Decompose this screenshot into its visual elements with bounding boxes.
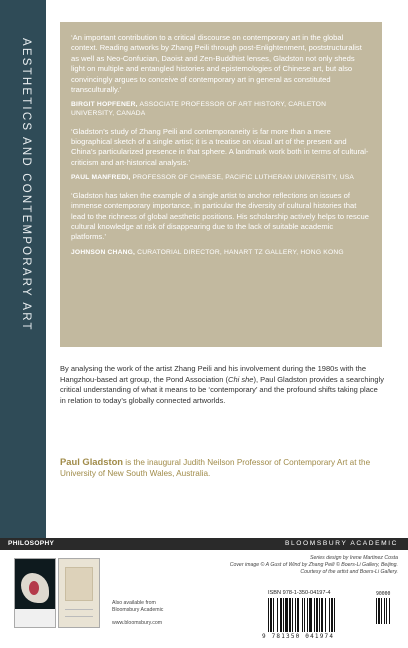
description-italic: Chi she [228, 374, 254, 384]
barcode-digits: 9 781350 041974 [262, 633, 335, 640]
description-part: ), Paul Gladston provides a searchingly critical understanding of what it means to be ‘contemporary’ and the profound shifts taking place in relation to today’s globally connected artworlds. [60, 374, 384, 405]
endorsement-attribution [71, 101, 370, 118]
cover-title-lines [65, 609, 93, 617]
related-book-cover[interactable] [14, 558, 56, 628]
description-part: By analysing the work of the artist Zhang Peili and his involvement during the 1980s with the Hangzhou-based art group, the Pond Association ( [60, 364, 367, 384]
footer-bar [0, 538, 408, 550]
author-bio-text: is the inaugural Judith Neilson Professor of Contemporary Art at the University of New South Wales, Australia. [60, 458, 371, 478]
related-book-cover[interactable] [58, 558, 100, 628]
isbn-number: ISBN 978-1-350-04197-4 [268, 590, 331, 596]
endorser-name: PAUL MANFREDI, [71, 174, 131, 182]
barcode-stripe [390, 598, 391, 624]
series-title: AESTHETICS AND CONTEMPORARY ART [20, 38, 32, 332]
addon-barcode [376, 598, 392, 624]
publisher-website[interactable]: www.bloomsbury.com [112, 620, 163, 626]
book-description [60, 364, 384, 406]
endorsement [71, 191, 370, 258]
endorsements-panel [60, 22, 382, 347]
barcode-stripe [334, 598, 335, 632]
cover-artwork [65, 567, 93, 601]
author-name: Paul Gladston [60, 456, 124, 467]
endorsement-text: ‘Gladston’s study of Zhang Peili and contemporaneity is far more than a mere biographical sketch of a single artist; it is a treatise on visual art of the present and China’s particularized presence in that sphere. A landmark work both in terms of cultural-criticism and art-historical analysis.’ [71, 126, 369, 167]
addon-digits: 90000 [376, 592, 391, 597]
endorser-name: JOHNSON CHANG, [71, 248, 136, 256]
cover-credits [198, 555, 398, 576]
author-bio [60, 456, 384, 479]
also-available-label: Also available from Bloomsbury Academic [112, 600, 164, 613]
cover-title-band [15, 609, 55, 627]
endorser-affiliation: CURATORIAL DIRECTOR, HANART TZ GALLERY, HONG KONG [135, 248, 344, 256]
image-credit: Cover image © A Gust of Wind by Zhang Peili © Boers-Li Gallery, Beijing. [229, 562, 398, 568]
endorsement-text: ‘An important contribution to a critical discourse on contemporary art in the global context. Reading artworks by Zhang Peili through post-Enlightenment, poststructuralist as well as Neo-Confucian, Daoist and Zen-Buddhist lenses, Gladston not only sheds light on multiple and entangled histories and epistemologies of Chinese art, but also convincingly argues to conceive of contemporary art in general as constituted transculturally.’ [71, 33, 362, 95]
endorser-affiliation: PROFESSOR OF CHINESE, PACIFIC LUTHERAN UNIVERSITY, USA [130, 174, 355, 182]
endorsement [71, 33, 370, 119]
barcode [268, 598, 372, 632]
endorsement-attribution [71, 174, 370, 183]
endorsement [71, 127, 370, 183]
cover-artwork-detail [29, 581, 39, 595]
endorsement-text: ‘Gladston has taken the example of a single artist to anchor reflections on issues of immense contemporary importance, in particular the diversity of cultural histories that lead to the richness of global aesthetic positions. His scholarship actively helps to rescue cultural knowledge at risk of disappearing due to the lack of suitable academic platforms.’ [71, 190, 370, 242]
subject-category: PHILOSOPHY [8, 540, 55, 547]
endorser-affiliation: ASSOCIATE PROFESSOR OF ART HISTORY, CARLETON UNIVERSITY, CANADA [71, 101, 327, 118]
endorser-name: BIRGIT HOPFENER, [71, 101, 138, 109]
design-credit: Series design by Irene Martinez Costa [310, 555, 398, 561]
publisher-name: BLOOMSBURY ACADEMIC [285, 540, 398, 547]
courtesy-credit: Courtesy of the artist and Boers-Li Gallery. [300, 569, 398, 575]
series-spine [0, 0, 46, 538]
barcode-area [258, 586, 398, 642]
endorsement-attribution [71, 249, 370, 258]
